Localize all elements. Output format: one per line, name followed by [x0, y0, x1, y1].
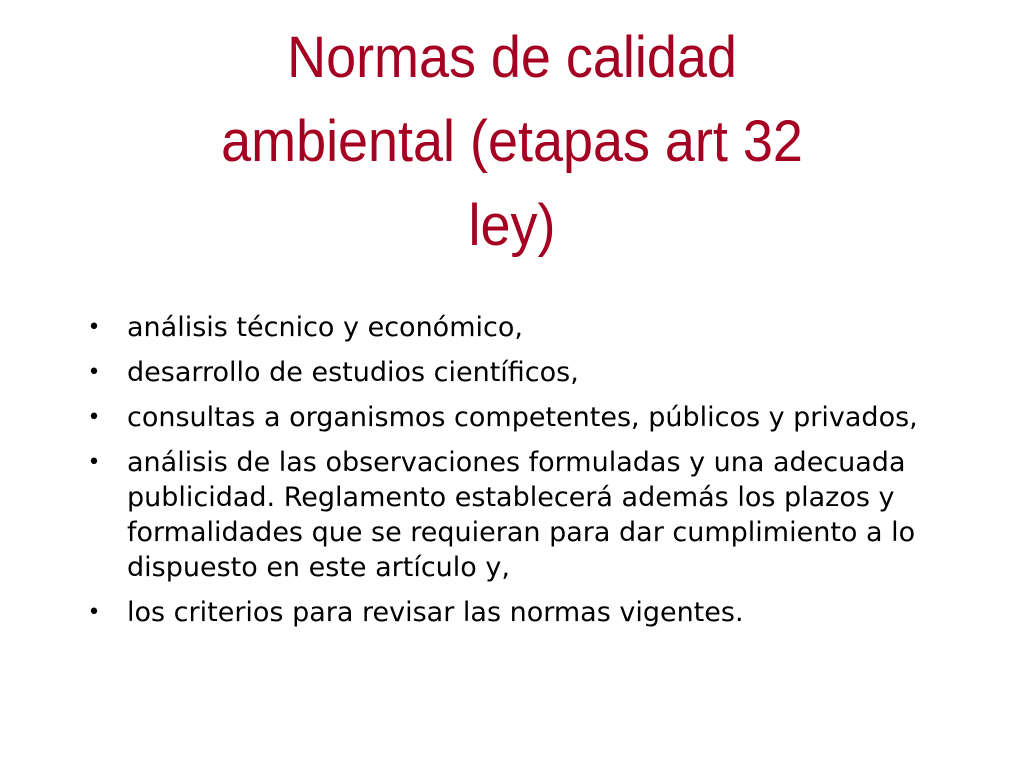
bullet-icon: •: [87, 600, 101, 625]
bullet-item: [84, 310, 954, 345]
bullet-icon: •: [87, 405, 101, 430]
bullet-item: [84, 355, 954, 390]
bullet-text: análisis técnico y económico,: [127, 312, 523, 343]
bullet-icon: •: [87, 315, 101, 340]
bullet-text: desarrollo de estudios científicos,: [127, 357, 579, 388]
title-line: ambiental (etapas art 32: [221, 109, 803, 174]
bullet-item: [84, 595, 954, 630]
bullet-item: [84, 445, 954, 585]
bullet-text: análisis de las observaciones formuladas y una adecuada publicidad. Reglamento establecerá además los plazos y formalidades que se requieran para dar cumplimiento a lo dispuesto en este artículo y,: [127, 447, 916, 583]
title-line: Normas de calidad: [287, 25, 737, 90]
slide-title: [92, 16, 933, 268]
bullet-icon: •: [87, 360, 101, 385]
bullet-text: consultas a organismos competentes, públicos y privados,: [127, 402, 918, 433]
bullet-icon: •: [87, 450, 101, 475]
bullet-list: [84, 310, 954, 640]
bullet-text: los criterios para revisar las normas vigentes.: [127, 597, 744, 628]
title-line: ley): [468, 193, 556, 258]
bullet-item: [84, 400, 954, 435]
